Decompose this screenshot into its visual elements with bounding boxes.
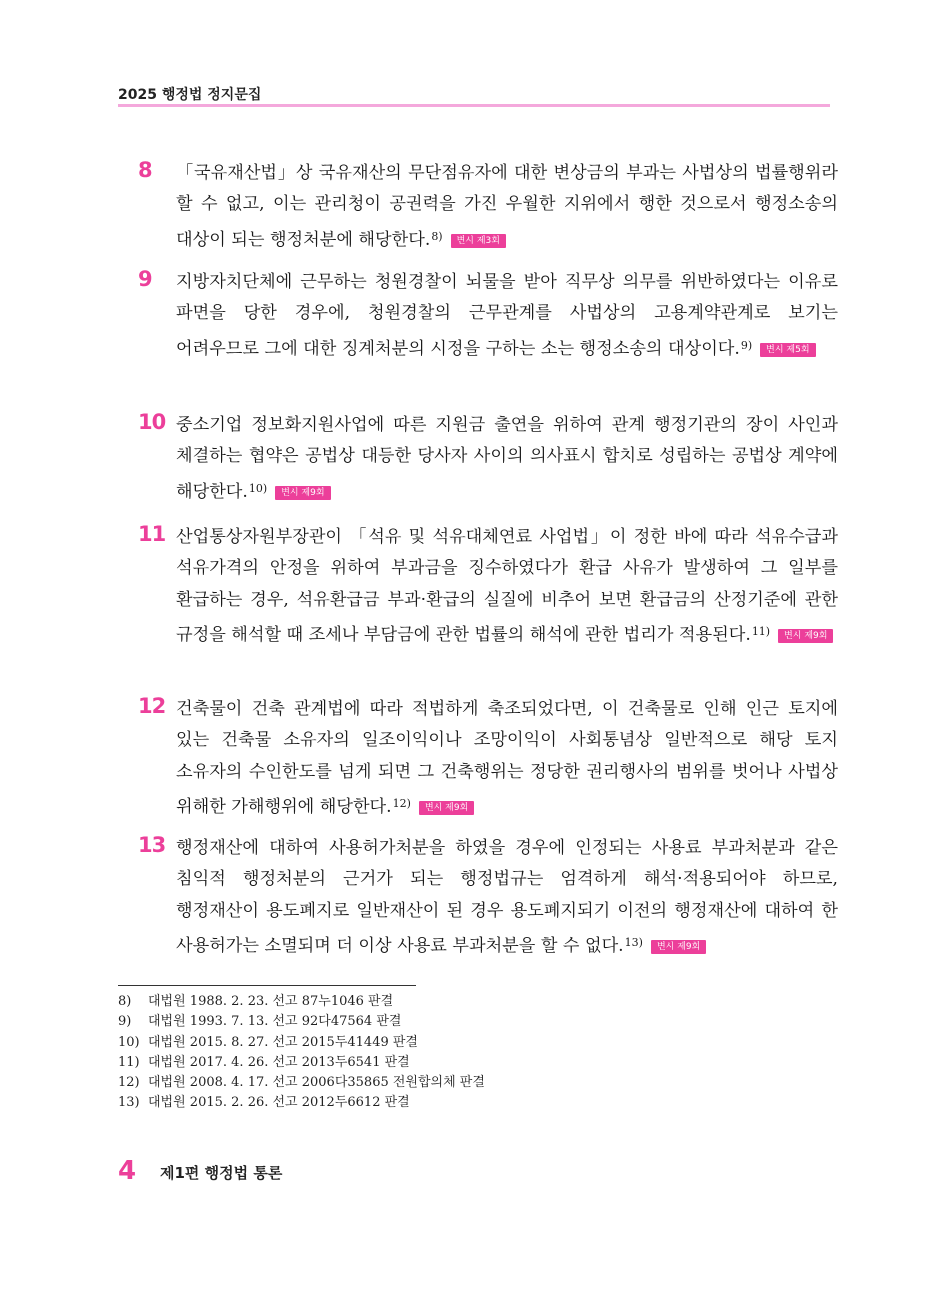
- exam-badge: 변시 제9회: [275, 486, 330, 500]
- footnote-text: 대법원 2008. 4. 17. 선고 2006다35865 전원합의체 판결: [148, 1075, 485, 1091]
- footnote-item: [118, 1033, 718, 1053]
- question-item: [138, 158, 838, 256]
- question-text: [176, 694, 838, 824]
- question-item: [138, 833, 838, 963]
- question-body: 「국유재산법」상 국유재산의 무단점유자에 대한 변상금의 부과는 사법상의 법률행위라 할 수 없고, 이는 관리청이 공권력을 가진 우월한 지위에서 행한 것으로서 행정소송의 대상이 되는 행정처분에 해당한다.: [176, 163, 838, 250]
- footnote-reference[interactable]: 8): [431, 229, 443, 243]
- question-text: [176, 833, 838, 963]
- footnote-number: 11): [118, 1054, 140, 1070]
- running-header-title: 2025 행정법 정지문집: [118, 87, 262, 103]
- question-number: 8: [138, 158, 152, 182]
- question-text: [176, 267, 838, 365]
- footnote-item: [118, 1093, 718, 1113]
- exam-badge: 변시 제5회: [760, 343, 815, 357]
- footnote-number: 13): [118, 1095, 140, 1111]
- exam-badge: 변시 제3회: [451, 234, 506, 248]
- footnote-reference[interactable]: 12): [392, 797, 411, 811]
- question-body: 건축물이 건축 관계법에 따라 적법하게 축조되었다면, 이 건축물로 인해 인근 토지에 있는 건축물 소유자의 일조이익이나 조망이익이 사회통념상 일반적으로 해당 토지 소유자의 수인한도를 넘게 되면 그 건축행위는 정당한 권리행사의 범위를 벗어나 사법상 위해한 가해행위에 해당한다.: [176, 699, 838, 818]
- question-item: [138, 410, 838, 508]
- footnote-number: 12): [118, 1075, 140, 1091]
- question-number: 12: [138, 694, 166, 718]
- footnote-list: [118, 992, 718, 1114]
- footnote-text: 대법원 2015. 2. 26. 선고 2012두6612 판결: [148, 1095, 410, 1111]
- question-body: 행정재산에 대하여 사용허가처분을 하였을 경우에 인정되는 사용료 부과처분과 같은 침익적 행정처분의 근거가 되는 행정법규는 엄격하게 해석·적용되어야 하므로, 행정재산이 용도폐지로 일반재산이 된 경우 용도폐지되기 이전의 행정재산에 대하여 한 사용허가는 소멸되며 더 이상 사용료 부과처분을 할 수 없다.: [176, 838, 838, 957]
- header-divider: [118, 104, 830, 107]
- question-item: [138, 267, 838, 365]
- footnote-number: 8): [118, 994, 132, 1009]
- footnote-item: [118, 1053, 718, 1073]
- footnote-number: 10): [118, 1034, 140, 1050]
- footnote-reference[interactable]: 9): [740, 338, 753, 352]
- footnote-item: [118, 1073, 718, 1093]
- footnote-text: 대법원 2017. 4. 26. 선고 2013두6541 판결: [148, 1054, 410, 1070]
- footnote-item: [118, 992, 718, 1012]
- exam-badge: 변시 제9회: [778, 629, 833, 643]
- footnote-reference[interactable]: 13): [624, 936, 643, 950]
- question-body: 지방자치단체에 근무하는 청원경찰이 뇌물을 받아 직무상 의무를 위반하였다는 이유로 파면을 당한 경우에, 청원경찰의 근무관계를 사법상의 고용계약관계로 보기는 어려우므로 그에 대한 징계처분의 시정을 구하는 소는 행정소송의 대상이다.: [176, 272, 838, 359]
- footnote-reference[interactable]: 11): [751, 625, 771, 639]
- question-number: 9: [138, 267, 152, 291]
- question-number: 11: [138, 522, 166, 546]
- question-body: 중소기업 정보화지원사업에 따른 지원금 출연을 위하여 관계 행정기관의 장이 사인과 체결하는 협약은 공법상 대등한 당사자 사이의 의사표시 합치로 성립하는 공법상 계약에 해당한다.: [176, 415, 838, 502]
- footnote-text: 대법원 2015. 8. 27. 선고 2015두41449 판결: [148, 1034, 418, 1050]
- question-body: 산업통상자원부장관이 「석유 및 석유대체연료 사업법」이 정한 바에 따라 석유수급과 석유가격의 안정을 위하여 부과금을 징수하였다가 환급 사유가 발생하여 그 일부를 환급하는 경우, 석유환급금 부과·환급의 실질에 비추어 보면 환급금의 산정기준에 관한 규정을 해석할 때 조세나 부담금에 관한 법률의 해석에 관한 법리가 적용된다.: [176, 527, 838, 646]
- question-number: 13: [138, 833, 166, 857]
- page-number: 4: [118, 1156, 137, 1186]
- question-number: 10: [138, 410, 166, 434]
- question-text: [176, 158, 838, 256]
- footnote-text: 대법원 1993. 7. 13. 선고 92다47564 판결: [148, 1014, 402, 1030]
- question-text: [176, 522, 838, 652]
- footnote-reference[interactable]: 10): [248, 481, 268, 495]
- exam-badge: 변시 제9회: [419, 801, 474, 815]
- question-text: [176, 410, 838, 508]
- section-title: 제1편 행정법 통론: [160, 1164, 283, 1182]
- footnote-item: [118, 1012, 718, 1032]
- question-item: [138, 522, 838, 652]
- footnote-divider: [118, 985, 416, 986]
- question-item: [138, 694, 838, 824]
- exam-badge: 변시 제9회: [651, 940, 706, 954]
- footnote-text: 대법원 1988. 2. 23. 선고 87누1046 판결: [148, 994, 394, 1009]
- footnote-number: 9): [118, 1014, 132, 1030]
